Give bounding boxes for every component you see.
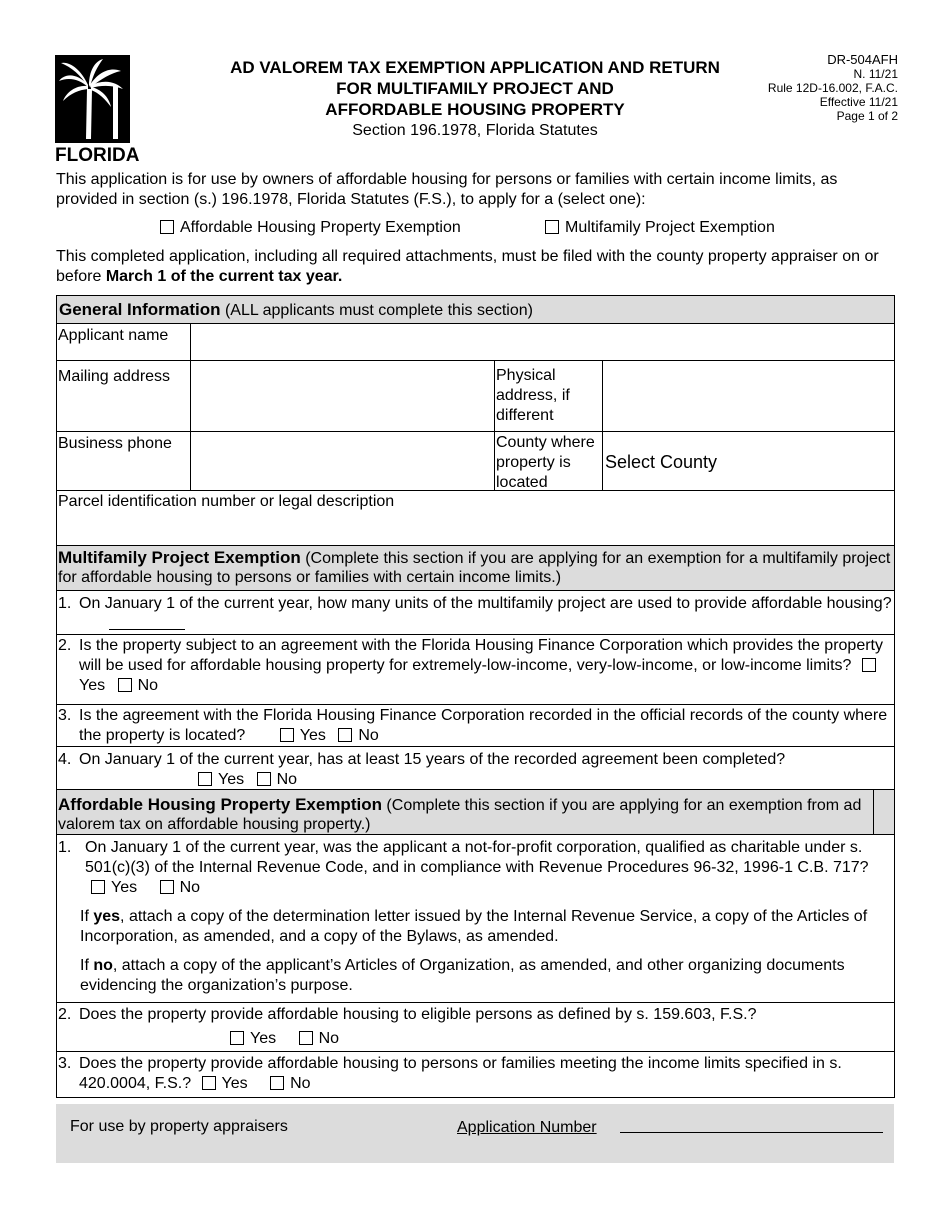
- mf-q4-no-checkbox[interactable]: [257, 772, 271, 786]
- general-information-title: General Information: [59, 300, 221, 319]
- filing-deadline: March 1 of the current tax year.: [105, 268, 343, 285]
- ah-question-3-text: Does the property provide affordable housing to persons or families meeting the income limits specified in s. 420.0004, F.S.?: [79, 1055, 842, 1092]
- option-multifamily[interactable]: [545, 218, 775, 238]
- mf-q2-no-checkbox[interactable]: [118, 678, 132, 692]
- mailing-address-field[interactable]: [192, 362, 492, 430]
- affordable-exemption-label: Affordable Housing Property Exemption: [180, 219, 461, 236]
- mf-q3-no-checkbox[interactable]: [338, 728, 352, 742]
- mf-question-3: 3. Is the agreement with the Florida Housing Finance Corporation recorded in the official records of the county where the property is located? Yes No: [58, 707, 888, 744]
- mf-q4-yes-checkbox[interactable]: [198, 772, 212, 786]
- mf-question-2: 2. Is the property subject to an agreement with the Florida Housing Finance Corporation which provides the property will be used for affordable housing property for extremely-low-income, very-low-income, or low-income limits? Yes No: [58, 637, 883, 694]
- multifamily-title: Multifamily Project Exemption: [58, 548, 301, 567]
- application-number-label: Application Number: [457, 1119, 597, 1136]
- ah-q1-yes-checkbox[interactable]: [91, 880, 105, 894]
- ah-question-2-text: Does the property provide affordable housing to eligible persons as defined by s. 159.603, F.S.?: [79, 1006, 757, 1023]
- general-information-subtitle: (ALL applicants must complete this section): [220, 302, 533, 319]
- mf-question-1: 1. On January 1 of the current year, how many units of the multifamily project are used to provide affordable housing?: [58, 594, 893, 634]
- county-select[interactable]: [604, 433, 892, 489]
- business-phone-field[interactable]: [192, 433, 492, 489]
- mf-question-4-text: On January 1 of the current year, has at least 15 years of the recorded agreement been completed?: [79, 751, 786, 768]
- logo-wordmark: FLORIDA: [55, 145, 140, 166]
- form-page: Page 1 of 2: [836, 109, 898, 123]
- form-title-line-3: AFFORDABLE HOUSING PROPERTY: [325, 100, 625, 119]
- applicant-name-label: Applicant name: [58, 327, 169, 344]
- form-effective: Effective 11/21: [819, 95, 898, 109]
- applicant-name-field[interactable]: [192, 325, 892, 359]
- parcel-label: Parcel identification number or legal description: [58, 493, 395, 510]
- county-label: County where property is located: [496, 434, 595, 491]
- florida-dor-logo: [55, 55, 140, 166]
- county-select-value: Select County: [605, 452, 718, 472]
- multifamily-exemption-label: Multifamily Project Exemption: [565, 219, 775, 236]
- ah-q1-no-checkbox[interactable]: [160, 880, 174, 894]
- ah-question-3: 3. Does the property provide affordable housing to persons or families meeting the income limits specified in s. 420.0004, F.S.? Yes No: [58, 1055, 842, 1092]
- mf-q2-yes-checkbox[interactable]: [862, 658, 876, 672]
- general-information-heading: [59, 300, 533, 321]
- ah-question-1: 1. On January 1 of the current year, was the applicant a not-for-profit corporation, qualified as charitable under s. 501(c)(3) of the Internal Revenue Code, and in compliance with Revenue Procedures 96-32, 1996-1 C.B. 717? Yes No: [58, 839, 869, 896]
- affordable-title: Affordable Housing Property Exemption: [58, 795, 382, 814]
- option-affordable[interactable]: [160, 218, 461, 238]
- filing-text: This completed application, including all required attachments, must be filed with the county property appraiser on or before: [56, 248, 879, 285]
- appraiser-use-label: For use by property appraisers: [70, 1118, 288, 1135]
- ah-if-no: If no, attach a copy of the applicant’s Articles of Organization, as amended, and other organizing documents evidencing the organization’s purpose.: [80, 957, 845, 994]
- ah-q3-no-checkbox[interactable]: [270, 1076, 284, 1090]
- affordable-heading: [58, 795, 870, 834]
- affordable-subtitle: (Complete this section if you are applying for an exemption from ad valorem tax on affordable housing property.): [58, 797, 862, 833]
- form-rule: Rule 12D-16.002, F.A.C.: [767, 81, 898, 95]
- mf-question-1-text: On January 1 of the current year, how many units of the multifamily project are used to provide affordable housing?: [79, 595, 892, 612]
- mf-question-2-text: Is the property subject to an agreement with the Florida Housing Finance Corporation which provides the property will be used for affordable housing property for extremely-low-income, very-low-income, or low-income limits?: [79, 637, 883, 674]
- form-number: DR-504AFH: [827, 52, 898, 67]
- mf-q3-yes-checkbox[interactable]: [280, 728, 294, 742]
- multifamily-heading: [58, 548, 893, 587]
- mailing-address-label: Mailing address: [58, 368, 171, 385]
- ah-question-2: 2. Does the property provide affordable housing to eligible persons as defined by s. 159.603, F.S.? Yes No: [58, 1006, 757, 1047]
- filing-instructions: [56, 247, 901, 287]
- ah-q3-yes-checkbox[interactable]: [202, 1076, 216, 1090]
- form-code-block: [740, 53, 898, 123]
- business-phone-label: Business phone: [58, 435, 172, 452]
- mf-question-3-text: Is the agreement with the Florida Housing Finance Corporation recorded in the official records of the county where the property is located?: [79, 707, 888, 744]
- ah-q2-no-checkbox[interactable]: [299, 1031, 313, 1045]
- form-title: [190, 57, 760, 120]
- form-subtitle: Section 196.1978, Florida Statutes: [352, 122, 598, 139]
- form-revision: N. 11/21: [853, 67, 898, 81]
- multifamily-subtitle: (Complete this section if you are applying for an exemption for a multifamily project for affordable housing to persons or families with certain income limits.): [58, 550, 891, 586]
- mf-question-4: 4. On January 1 of the current year, has at least 15 years of the recorded agreement been completed? Yes No: [58, 751, 786, 788]
- affordable-exemption-checkbox[interactable]: [160, 220, 174, 234]
- form-title-line-1: AD VALOREM TAX EXEMPTION APPLICATION AND RETURN: [230, 58, 720, 77]
- application-number-field[interactable]: [620, 1118, 883, 1133]
- parcel-field[interactable]: [58, 512, 892, 544]
- multifamily-exemption-checkbox[interactable]: [545, 220, 559, 234]
- ah-q2-yes-checkbox[interactable]: [230, 1031, 244, 1045]
- intro-text: This application is for use by owners of affordable housing for persons or families with certain income limits, as provided in section (s.) 196.1978, Florida Statutes (F.S.), to apply for a (select one):: [56, 171, 838, 208]
- palm-tree-icon: [55, 55, 130, 143]
- ah-if-yes: If yes, attach a copy of the determination letter issued by the Internal Revenue Service, a copy of the Articles of Incorporation, as amended, and a copy of the Bylaws, as amended.: [80, 908, 868, 945]
- mf-units-field[interactable]: [109, 615, 185, 630]
- physical-address-field[interactable]: [604, 362, 892, 430]
- form-title-line-2: FOR MULTIFAMILY PROJECT AND: [336, 79, 614, 98]
- physical-address-label: Physical address, if different: [496, 367, 570, 424]
- ah-question-1-text: On January 1 of the current year, was the applicant a not-for-profit corporation, qualified as charitable under s. 501(c)(3) of the Internal Revenue Code, and in compliance with Revenue Procedures 96-32, 1996-1 C.B. 717?: [85, 839, 869, 876]
